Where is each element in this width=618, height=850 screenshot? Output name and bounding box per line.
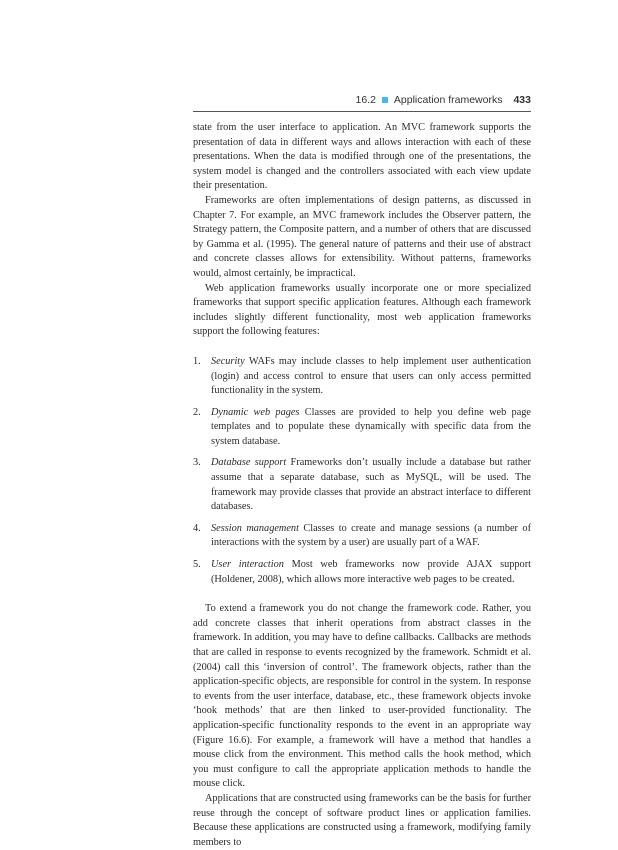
running-header: [193, 94, 531, 106]
list-item: [193, 558, 531, 587]
list-number: 1.: [193, 355, 201, 367]
feature-text: Classes are provided to help you define web page templates and to populate these dynamically with specific data from the system database.: [211, 406, 531, 447]
paragraph: To extend a framework you do not change the framework code. Rather, you add concrete classes that inherit operations from abstract classes in the framework. In addition, you may have to define callbacks. Callbacks are methods that are called in response to events recognized by the framework. Schmidt et al. (2004) call this ‘inversion of control’. The framework objects, rather than the application-specific objects, are responsible for control in the system. In response to events from the user interface, database, etc., these framework objects invoke ‘hook methods’ that are then linked to user-provided functionality. The application-specific functionality responds to the event in an appropriate way (Figure 16.6). For example, a framework will have a method that handles a mouse click from the environment. This method calls the hook method, which you must configure to call the appropriate application methods to handle the mouse click.: [193, 603, 531, 790]
list-number: 4.: [193, 522, 201, 534]
paragraph: state from the user interface to application. An MVC framework supports the presentation of data in different ways and allows interaction with each of these presentations. When the data is modified through one of the presentations, the system model is changed and the controllers associated with each view update their presentation.: [193, 122, 531, 192]
paragraph: Frameworks are often implementations of design patterns, as discussed in Chapter 7. For example, an MVC framework includes the Observer pattern, the Strategy pattern, the Composite pattern, and a number of others that are discussed by Gamma et al. (1995). The general nature of patterns and their use of abstract and concrete classes allows for extensibility. Without patterns, frameworks would, almost certainly, be impractical.: [193, 194, 531, 279]
feature-text: Frameworks don’t usually include a database but rather assume that a separate database, such as MySQL, will be used. The framework may provide classes that provide an abstract interface to different databases.: [211, 457, 531, 513]
feature-term: Database support: [211, 457, 287, 469]
list-number: 2.: [193, 406, 201, 418]
feature-term: Session management: [211, 522, 299, 534]
feature-text: WAFs may include classes to help implement user authentication (login) and access control to ensure that users can only access permitted functionality in the system.: [211, 355, 531, 397]
feature-term: Dynamic web pages: [211, 406, 300, 418]
list-number: 5.: [193, 559, 201, 571]
list-item: [193, 406, 531, 450]
header-rule: [193, 111, 531, 112]
section-number: 16.2: [355, 94, 376, 106]
list-item: [193, 456, 531, 514]
list-number: 3.: [193, 457, 201, 469]
body-text: [193, 121, 531, 850]
feature-list: [193, 355, 531, 587]
square-bullet-icon: [382, 97, 388, 103]
section-title: Application frameworks: [393, 94, 503, 106]
feature-text: Classes to create and manage sessions (a number of interactions with the system by a user) are usually part of a WAF.: [211, 522, 531, 549]
paragraph: Web application frameworks usually incorporate one or more specialized frameworks that support specific application features. Although each framework includes slightly different functionality, most web application frameworks support the following features:: [193, 282, 531, 338]
list-item: [193, 355, 531, 399]
paragraph: Applications that are constructed using frameworks can be the basis for further reuse through the concept of software product lines or application families. Because these applications are constructed using a framework, modifying family members to: [193, 792, 531, 848]
list-item: [193, 522, 531, 551]
page-number: 433: [513, 94, 531, 106]
feature-text: Most web frameworks now provide AJAX support (Holdener, 2008), which allows more interactive web pages to be created.: [211, 559, 531, 585]
feature-term: User interaction: [211, 559, 284, 571]
feature-term: Security: [211, 355, 245, 367]
